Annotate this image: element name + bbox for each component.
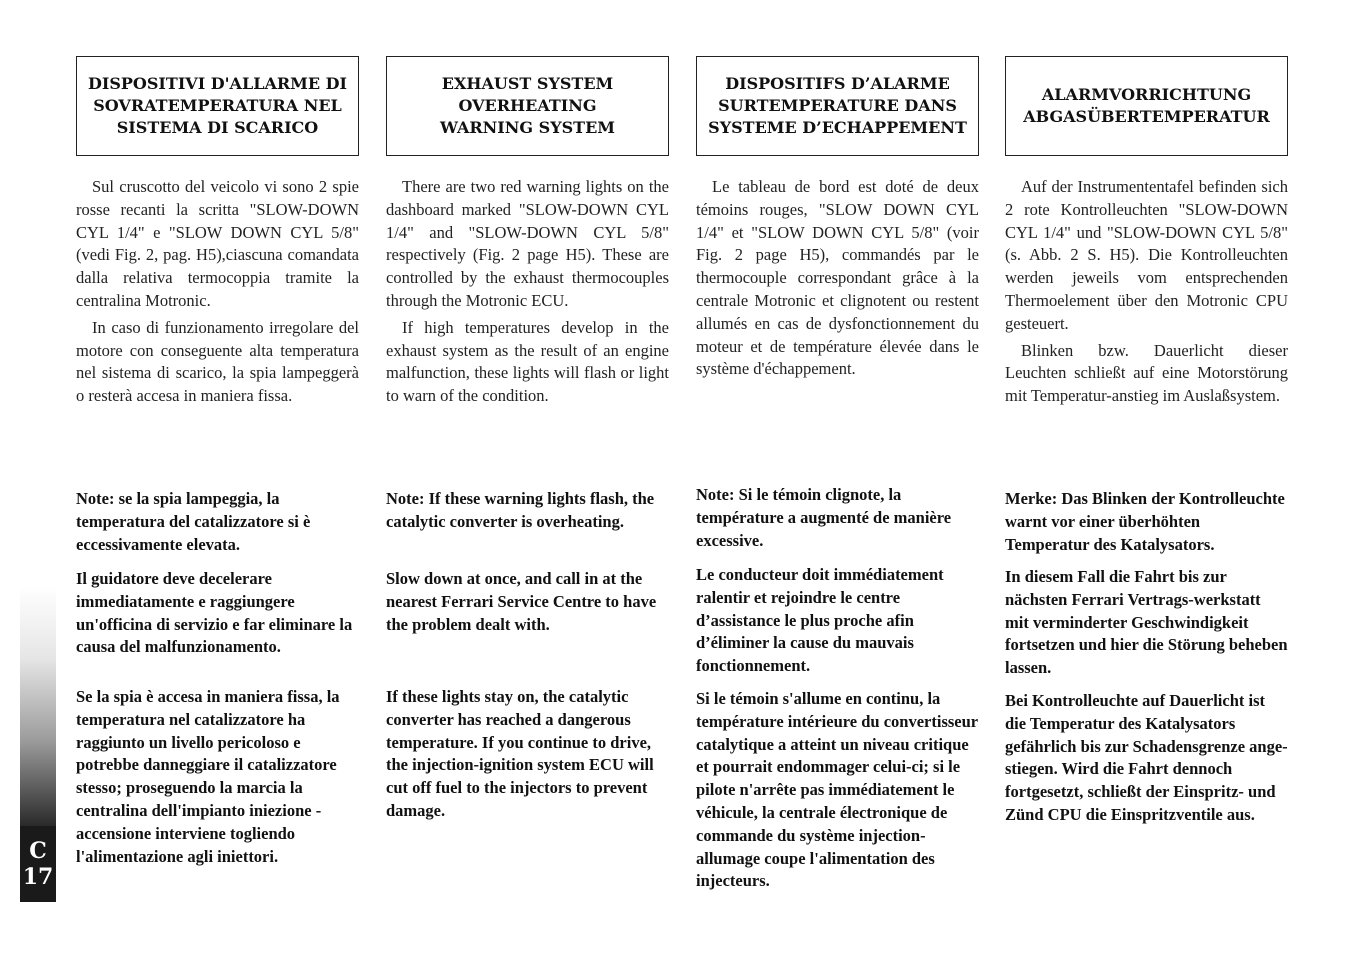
final-text: Bei Kontrolleuchte auf Dauerlicht ist die Temperatur des Katalysators gefährlich bis zur Schadensgrenze ange-stiegen. Wird die Fahrt dennoch fortgesetzt, schließt der Einspritz- und Zünd CPU die Einspritzventile aus. [1005,691,1288,824]
action-english [386,568,669,636]
body-paragraph: Auf der Instrumententafel befinden sich 2 rote Kontrolleuchten "SLOW-DOWN CYL 1/4" und "SLOW-DOWN CYL 5/8" (s. Abb. 2 S. H5). Die Kontrolleuchten werden jeweils vom entsprechenden Thermoelement über den Motronic CPU gesteuert. [1005,177,1288,333]
final-english [386,686,669,823]
note-italian [76,488,359,556]
action-french [696,564,979,678]
body-paragraph: Sul cruscotto del veicolo vi sono 2 spie rosse recanti la scritta "SLOW-DOWN CYL 1/4" e "SLOW DOWN CYL 5/8" (vedi Fig. 2, pag. H5),ciascuna comandata dalla relativa termocoppia tramite la centralina Motronic. [76,177,359,310]
note-text: Merke: Das Blinken der Kontrolleuchte warnt vor einer überhöhten Temperatur des Katalysators. [1005,489,1285,554]
section-heading: ALARMVORRICHTUNG ABGASÜBERTEMPERATUR [1023,85,1270,126]
section-heading: DISPOSITIVI D'ALLARME DI SOVRATEMPERATURA NEL SISTEMA DI SCARICO [87,74,347,137]
note-french [696,484,979,552]
page-section-letter: C [29,838,47,864]
column-english [386,56,669,412]
action-italian [76,568,359,659]
action-text: Slow down at once, and call in at the nearest Ferrari Service Centre to have the problem dealt with. [386,569,657,634]
final-text: Se la spia è accesa in maniera fissa, la temperatura nel catalizzatore ha raggiunto un livello pericoloso e potrebbe danneggiare il catalizzatore stesso; proseguendo la marcia la centralina dell'impianto iniezione - accensione interviene togliendo l'alimentazione agli iniettori. [76,687,340,866]
note-german [1005,488,1288,556]
body-paragraph: There are two red warning lights on the dashboard marked "SLOW-DOWN CYL 1/4" and "SLOW-DOWN CYL 5/8" respectively (Fig. 2 page H5). These are controlled by the exhaust thermocouples through the Motronic ECU. [386,177,669,310]
body-paragraph: If high temperatures develop in the exhaust system as the result of an engine malfunction, these lights will flash or light to warn of the condition. [386,317,669,406]
body-paragraph: Blinken bzw. Dauerlicht dieser Leuchten schließt auf eine Motorstörung mit Temperatur-anstieg im Auslaßsystem. [1005,340,1288,406]
final-italian [76,686,359,868]
action-text: Il guidatore deve decelerare immediatamente e raggiungere un'officina di servizio e far eliminare la causa del malfunzionamento. [76,569,353,657]
body-text [1005,176,1288,408]
final-german [1005,690,1288,827]
body-paragraph: In caso di funzionamento irregolare del motore con conseguente alta temperatura nel sistema di scarico, la spia lampeggerà o resterà accesa in maniera fissa. [76,317,359,406]
note-text: Note: Si le témoin clignote, la température a augmenté de manière excessive. [696,485,952,550]
column-french [696,56,979,385]
note-text: Note: se la spia lampeggia, la temperatura del catalizzatore si è eccessivamente elevata. [76,489,311,554]
body-text [76,176,359,408]
action-text: In diesem Fall die Fahrt bis zur nächsten Ferrari Vertrags-werkstatt mit verminderter Geschwindigkeit fortsetzen und hier die Störung beheben lassen. [1005,567,1288,678]
section-heading: EXHAUST SYSTEM OVERHEATING WARNING SYSTEM [440,74,615,137]
note-text: Note: If these warning lights flash, the catalytic converter is overheating. [386,489,655,531]
final-text: If these lights stay on, the catalytic converter has reached a dangerous temperature. If you continue to drive, the injection-ignition system ECU will cut off fuel to the injectors to prevent damage. [386,687,654,820]
section-heading-box [386,56,669,156]
note-english [386,488,669,534]
section-heading: DISPOSITIFS D’ALARME SURTEMPERATURE DANS SYSTEME D’ECHAPPEMENT [708,74,967,137]
section-heading-box [1005,56,1288,156]
action-german [1005,566,1288,680]
final-french [696,688,979,893]
body-text [386,176,669,408]
section-heading-box [696,56,979,156]
column-italian [76,56,359,412]
body-paragraph: Le tableau de bord est doté de deux témoins rouges, "SLOW DOWN CYL 1/4" et "SLOW DOWN CYL 5/8" (voir Fig. 2 page H5), commandés par le thermocouple correspondant grâce à la centrale Motronic et clignotent ou restent allumés en cas de dysfonctionnement du moteur et de température élevée dans le système d'échappement. [696,177,979,379]
body-text [696,176,979,381]
page-number: 17 [22,864,54,890]
page-tab [20,826,56,902]
page-edge-strip [20,586,56,826]
section-heading-box [76,56,359,156]
column-german [1005,56,1288,412]
final-text: Si le témoin s'allume en continu, la température intérieure du convertisseur catalytique a atteint un niveau critique et pourrait endommager celui-ci; si le pilote n'arrête pas immédiatement le véhicule, la centrale électronique de commande du système injection-allumage coupe l'alimentation des injecteurs. [696,689,978,891]
action-text: Le conducteur doit immédiatement ralentir et rejoindre le centre d’assistance le plus proche afin d’éliminer la cause du mauvais fonctionnement. [696,565,944,676]
